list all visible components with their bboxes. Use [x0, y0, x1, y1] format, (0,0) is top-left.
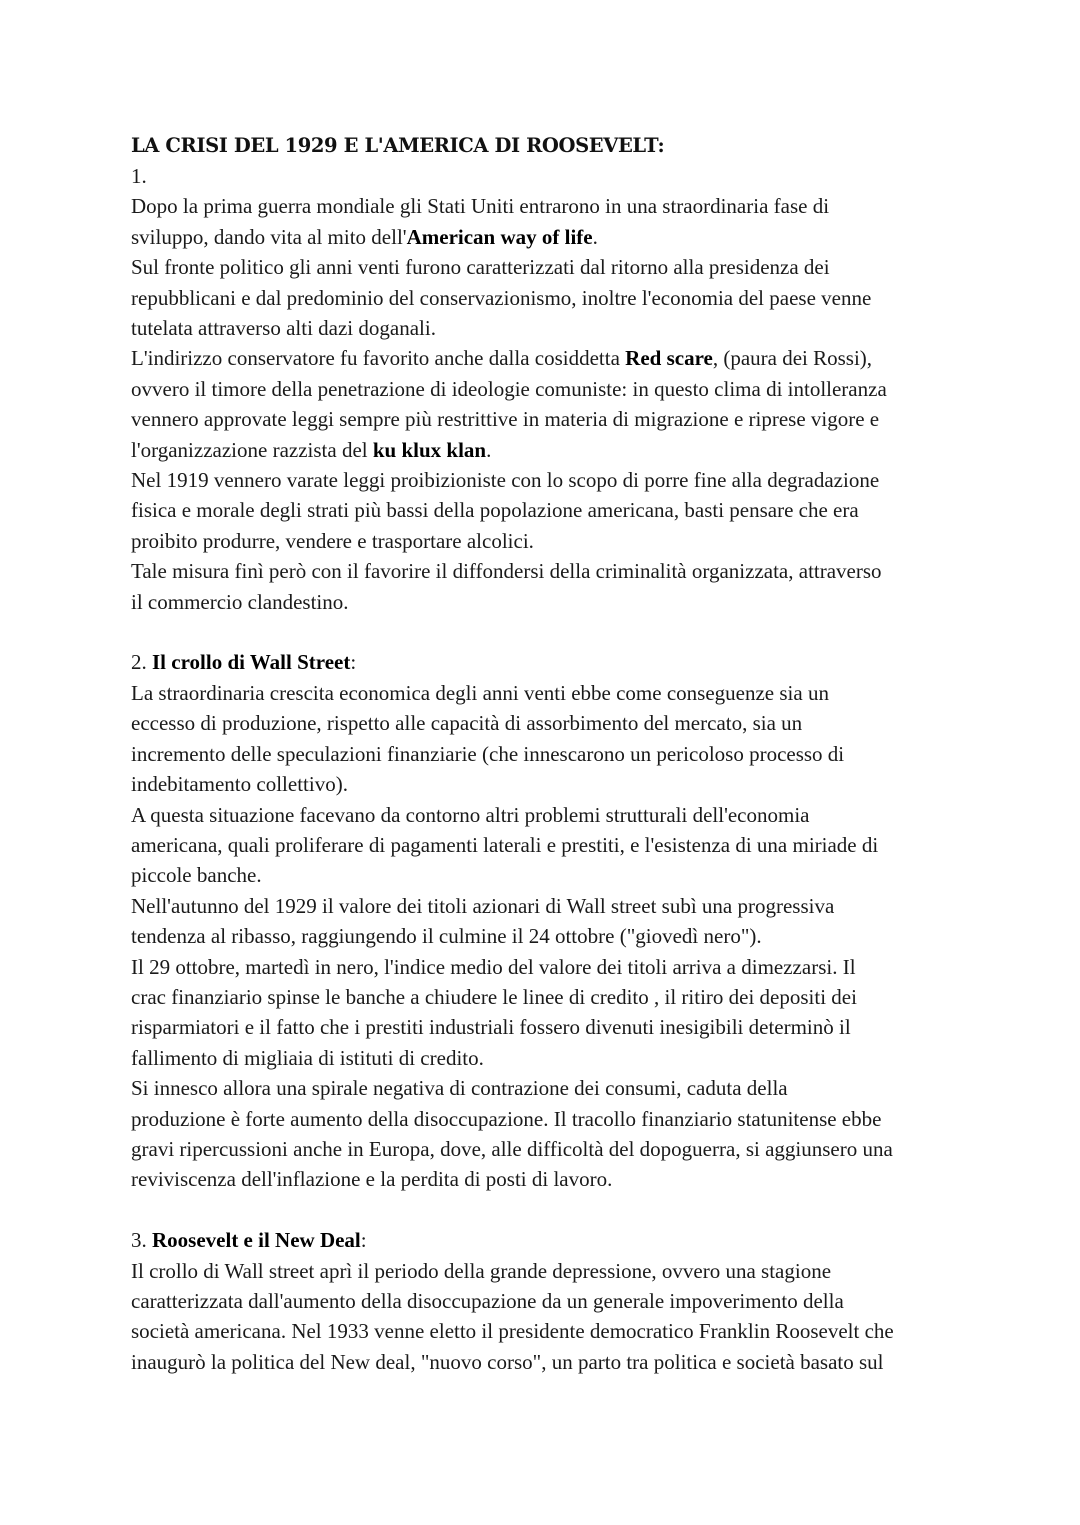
- text-line: [131, 769, 971, 799]
- text-run: crac finanziario spinse le banche a chiudere le linee di credito , il ritiro dei depositi dei: [131, 984, 857, 1009]
- text-line: [131, 952, 971, 982]
- text-line: [131, 495, 971, 525]
- text-line: [131, 1286, 971, 1316]
- bold-term: American way of life: [406, 224, 593, 249]
- text-line: [131, 678, 971, 708]
- text-line: [131, 283, 971, 313]
- text-run: società americana. Nel 1933 venne eletto il presidente democratico Franklin Roosevelt che: [131, 1319, 894, 1344]
- text-run: Il crollo di Wall street aprì il periodo della grande depressione, ovvero una stagione: [131, 1258, 832, 1283]
- text-line: [131, 800, 971, 830]
- text-line: [131, 1043, 971, 1073]
- text-run: ovvero il timore della penetrazione di ideologie comuniste: in questo clima di intolleranza: [131, 376, 887, 401]
- text-run: , (paura dei Rossi),: [712, 346, 873, 371]
- section-2-number: 2.: [131, 650, 152, 675]
- text-line: [131, 891, 971, 921]
- text-line: [131, 313, 971, 343]
- text-run: incremento delle speculazioni finanziarie (che innescarono un pericoloso processo di: [131, 741, 845, 766]
- text-line: [131, 222, 971, 252]
- text-run: La straordinaria crescita economica degli anni venti ebbe come conseguenze sia un: [131, 680, 829, 705]
- section-3-colon: :: [360, 1228, 367, 1253]
- text-run: produzione è forte aumento della disoccupazione. Il tracollo finanziario statunitense ebbe: [131, 1106, 882, 1131]
- text-run: Dopo la prima guerra mondiale gli Stati Uniti entrarono in una straordinaria fase di: [131, 194, 830, 219]
- text-line: [131, 404, 971, 434]
- section-1: [131, 161, 971, 617]
- text-line: [131, 708, 971, 738]
- section-1-number: 1.: [131, 164, 147, 188]
- text-run: tutelata attraverso alti dazi doganali.: [131, 316, 436, 341]
- section-3-heading-line: [131, 1225, 971, 1255]
- section-2-body: [131, 678, 971, 1195]
- bold-term: ku klux klan: [372, 437, 487, 462]
- text-run: A questa situazione facevano da contorno altri problemi strutturali dell'economia: [131, 802, 810, 827]
- section-2-heading: Il crollo di Wall Street: [152, 650, 351, 675]
- text-run: risparmiatori e il fatto che i prestiti industriali fossero divenuti inesigibili determinò il: [131, 1015, 851, 1040]
- text-run: Si innesco allora una spirale negativa di contrazione dei consumi, caduta della: [131, 1076, 788, 1101]
- section-1-body: [131, 191, 971, 617]
- document-title: LA CRISI DEL 1929 E L'AMERICA DI ROOSEVELT:: [131, 134, 665, 157]
- text-run: Nell'autunno del 1929 il valore dei titoli azionari di Wall street subì una progressiva: [131, 893, 835, 918]
- text-run: Sul fronte politico gli anni venti furono caratterizzati dal ritorno alla presidenza dei: [131, 255, 830, 280]
- text-run: Tale misura finì però con il favorire il diffondersi della criminalità organizzata, attraverso: [131, 559, 882, 584]
- text-run: l'organizzazione razzista del: [131, 437, 373, 462]
- text-line: [131, 556, 971, 586]
- text-line: [131, 191, 971, 221]
- text-run: Il 29 ottobre, martedì in nero, l'indice medio del valore dei titoli arriva a dimezzarsi. Il: [131, 954, 856, 979]
- text-run: sviluppo, dando vita al mito dell': [131, 224, 407, 249]
- text-line: [131, 1256, 971, 1286]
- text-line: [131, 982, 971, 1012]
- section-2-colon: :: [350, 650, 357, 675]
- text-run: Nel 1919 vennero varate leggi proibizioniste con lo scopo di porre fine alla degradazione: [131, 468, 880, 493]
- paragraph-gap: [131, 617, 971, 647]
- section-2: [131, 647, 971, 1194]
- text-line: [131, 921, 971, 951]
- text-run: .: [592, 224, 598, 249]
- text-line: [131, 343, 971, 373]
- text-run: eccesso di produzione, rispetto alle capacità di assorbimento del mercato, sia un: [131, 711, 803, 736]
- text-line: [131, 860, 971, 890]
- section-3-heading: Roosevelt e il New Deal: [152, 1228, 361, 1253]
- bold-term: Red scare: [625, 346, 713, 371]
- text-line: [131, 526, 971, 556]
- text-line: [131, 1104, 971, 1134]
- paragraph-gap: [131, 1195, 971, 1225]
- text-line: [131, 1012, 971, 1042]
- text-line: [131, 1316, 971, 1346]
- text-run: indebitamento collettivo).: [131, 772, 348, 797]
- document-page: [131, 131, 971, 1377]
- text-run: repubblicani e dal predominio del conservazionismo, inoltre l'economia del paese venne: [131, 285, 872, 310]
- text-line: [131, 739, 971, 769]
- section-3-number: 3.: [131, 1228, 152, 1253]
- text-run: proibito produrre, vendere e trasportare alcolici.: [131, 528, 534, 553]
- text-line: [131, 252, 971, 282]
- section-2-heading-line: [131, 647, 971, 677]
- text-line: [131, 1134, 971, 1164]
- text-line: [131, 435, 971, 465]
- text-run: il commercio clandestino.: [131, 589, 349, 614]
- text-run: gravi ripercussioni anche in Europa, dove, alle difficoltà del dopoguerra, si aggiunsero una: [131, 1136, 893, 1161]
- text-run: fallimento di migliaia di istituti di credito.: [131, 1045, 484, 1070]
- text-line: [131, 465, 971, 495]
- text-line: [131, 830, 971, 860]
- section-3-body: [131, 1256, 971, 1378]
- text-run: fisica e morale degli strati più bassi della popolazione americana, basti pensare che era: [131, 498, 859, 523]
- text-run: .: [486, 437, 492, 462]
- text-line: [131, 1073, 971, 1103]
- text-line: [131, 374, 971, 404]
- text-run: L'indirizzo conservatore fu favorito anche dalla cosiddetta: [131, 346, 626, 371]
- text-run: caratterizzata dall'aumento della disoccupazione da un generale impoverimento della: [131, 1289, 844, 1313]
- text-line: [131, 1347, 971, 1377]
- text-run: reviviscenza dell'inflazione e la perdita di posti di lavoro.: [131, 1167, 613, 1192]
- section-3: [131, 1225, 971, 1377]
- text-line: [131, 587, 971, 617]
- text-run: piccole banche.: [131, 863, 262, 888]
- text-run: inaugurò la politica del New deal, "nuovo corso", un parto tra politica e società basato sul: [131, 1349, 884, 1374]
- text-run: tendenza al ribasso, raggiungendo il culmine il 24 ottobre ("giovedì nero").: [131, 924, 762, 949]
- text-run: americana, quali proliferare di pagamenti laterali e prestiti, e l'esistenza di una miriade di: [131, 832, 879, 857]
- text-line: [131, 1164, 971, 1194]
- text-run: vennero approvate leggi sempre più restrittive in materia di migrazione e riprese vigore e: [131, 407, 880, 432]
